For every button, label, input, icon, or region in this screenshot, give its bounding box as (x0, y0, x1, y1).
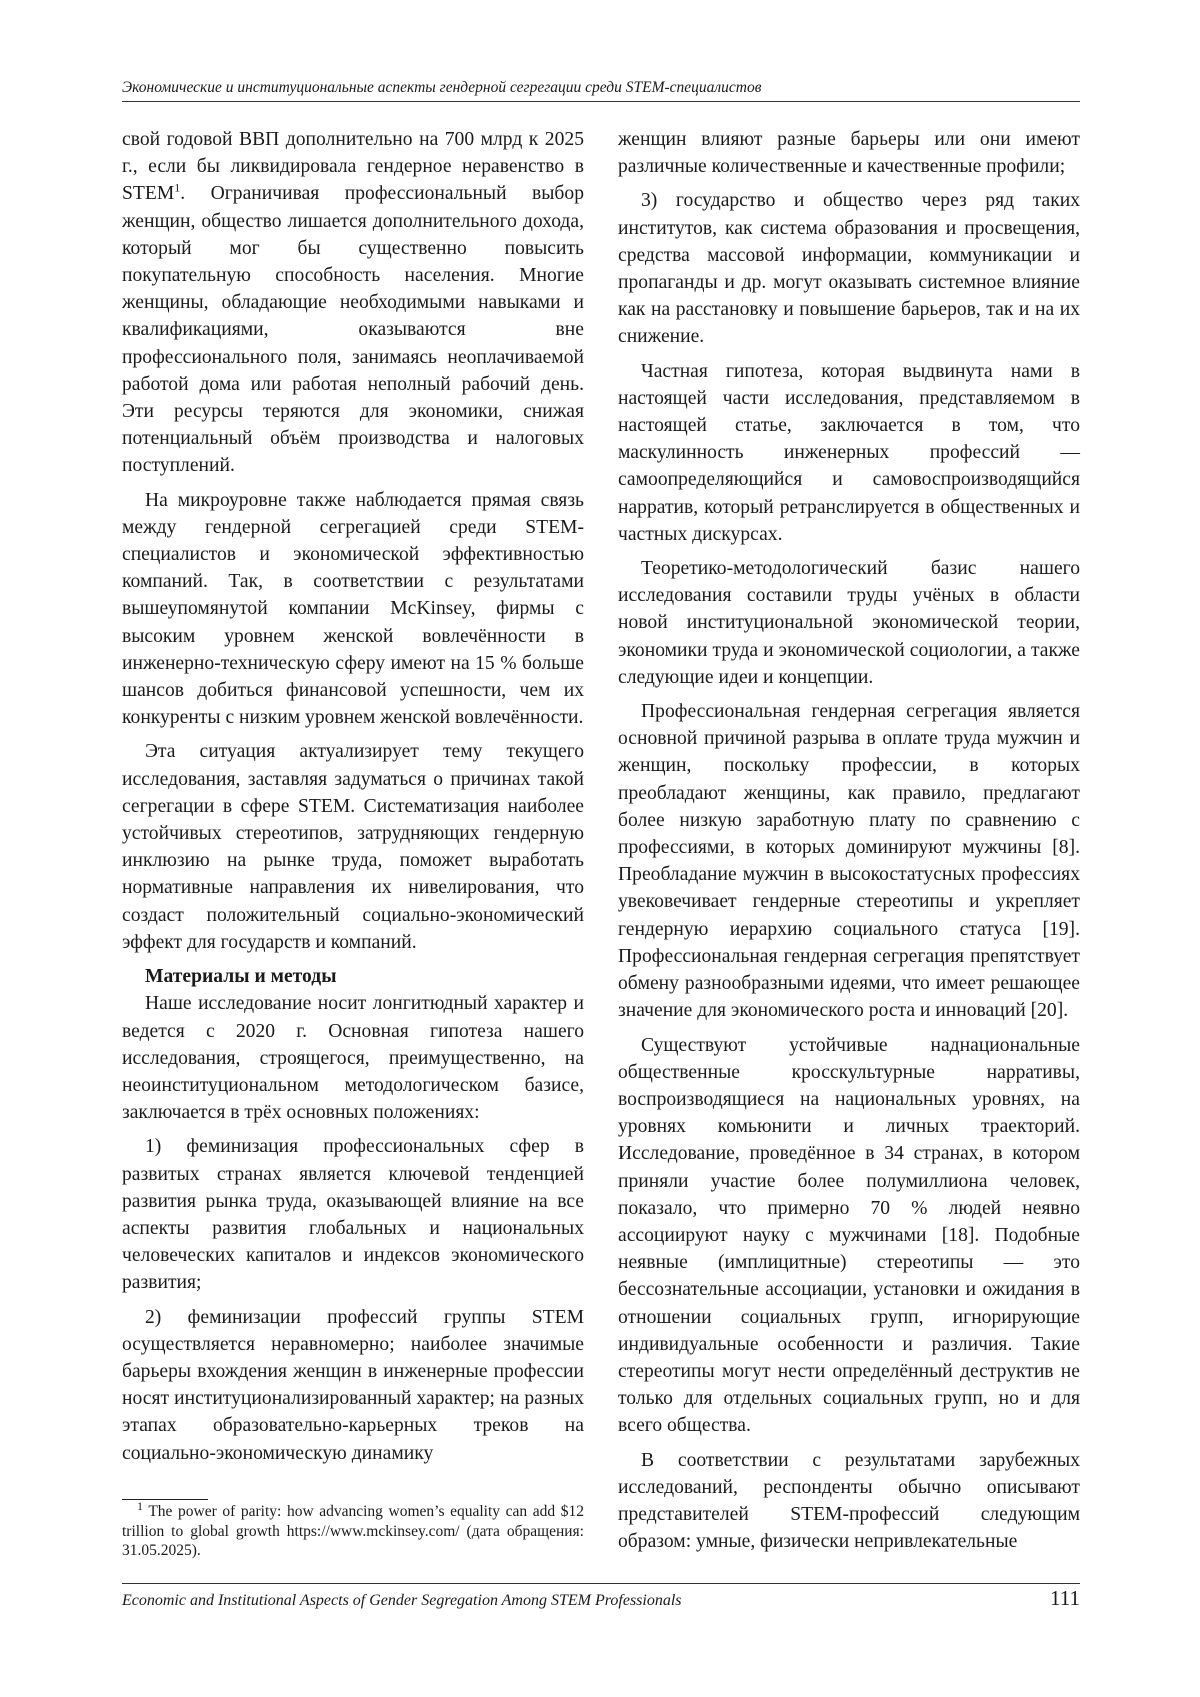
paragraph: В соответствии с результатами зарубежных исследований, респонденты обычно описывают представителей STEM-профессий следующим образом: умные, физически непривлекательные (618, 1449, 1080, 1553)
paragraph: Частная гипотеза, которая выдвинута нами в настоящей части исследования, представляемом в настоящей статье, заключается в том, что маскулинность инженерных профессий — самоопределяющийся и самовоспроизводящийся нарратив, который ретранслируется в общественных и частных дискурсах. (618, 360, 1080, 545)
list-item: 3) государство и общество через ряд таких институтов, как система образования и просвещения, средства массовой информации, коммуникации и пропаганды и др. могут оказывать системное влияние как на расстановку и повышение барьеров, так и на их снижение. (618, 190, 1080, 348)
footnote-line (122, 1498, 584, 1561)
paragraph: Наше исследование носит лонгитюдный характер и ведется с 2020 г. Основная гипотеза нашего исследования, строящегося, преимущественно, на неоинституциональном методологическом базисе, заключается в трёх основных положениях: (122, 993, 584, 1124)
paragraph-text: . Ограничивая профессиональный выбор женщин, общество лишается дополнительного дохода, который мог бы существенно повысить покупательную способность населения. Многие женщины, обладающие необходимыми навыками и квалификациями, оказываются вне профессионального поля, занимаясь неоплачиваемой работой дома или работая неполный рабочий день. Эти ресурсы теряются для экономики, снижая потенциальный объём производства и налоговых поступлений. (122, 183, 584, 477)
footnote (122, 1498, 584, 1561)
paragraph: женщин влияют разные барьеры или они имеют различные количественные и качественные профили; (618, 129, 1080, 178)
running-header: Экономические и институциональные аспекты гендерной сегрегации среди STEM-специалистов (122, 78, 1080, 102)
paragraph: Эта ситуация актуализирует тему текущего исследования, заставляя задуматься о причинах такой сегрегации в сфере STEM. Систематизация наиболее устойчивых стереотипов, затрудняющих гендерную инклюзию на рынке труда, поможет выработать нормативные направления их нивелирования, что создаст положительный социально-экономический эффект для государств и компаний. (122, 741, 584, 953)
right-column (618, 126, 1080, 1562)
paragraph: Существуют устойчивые наднациональные общественные кросскультурные нарративы, воспроизводящиеся на национальных уровнях, на уровнях комьюнити и личных траекторий. Исследование, проведённое в 34 странах, в котором приняли участие более полумиллиона человек, показало, что примерно 70 % людей неявно ассоциируют науку с мужчинами [18]. Подобные неявные (имплицитные) стереотипы — это бессознательные ассоциации, установки и ожидания в отношении социальных групп, игнорирующие индивидуальные особенности и различия. Такие стереотипы могут нести определённый деструктив не только для отдельных социальных групп, но и для всего общества. (618, 1034, 1080, 1437)
paragraph: Профессиональная гендерная сегрегация является основной причиной разрыва в оплате труда мужчин и женщин, поскольку профессии, в которых преобладают женщины, как правило, предлагают более низкую заработную плату по сравнению с профессиями, в которых доминируют мужчины [8]. Преобладание мужчин в высокостатусных профессиях увековечивает гендерные стереотипы и укрепляет гендерную иерархию социального статуса [19]. Профессиональная гендерная сегрегация препятствует обмену разнообразными идеями, что имеет решающее значение для экономического роста и инноваций [20]. (618, 701, 1080, 1022)
section-heading: Материалы и методы (145, 966, 337, 988)
paragraph (122, 126, 584, 480)
list-item: 2) феминизации профессий группы STEM осуществляется неравномерно; наиболее значимые барьеры вхождения женщин в инженерные профессии носят институционализированный характер; на разных этапах образовательно-карьерных треков на социально-экономическую динамику (122, 1306, 584, 1464)
list-item: 1) феминизация профессиональных сфер в развитых странах является ключевой тенденцией развития рынка труда, оказывающей влияние на все аспекты развития глобальных и национальных человеческих капиталов и индексов экономического развития; (122, 1136, 584, 1294)
paragraph: На микроуровне также наблюдается прямая связь между гендерной сегрегацией среди STEM-специалистов и экономической эффективностью компаний. Так, в соответствии с результатами вышеупомянутой компании McKinsey, фирмы с высоким уровнем женской вовлечённости в инженерно-техническую сферу имеют на 15 % больше шансов добиться финансовой успешности, чем их конкуренты с низким уровнем женской вовлечённости. (122, 489, 584, 729)
paragraph-text: свой годовой ВВП дополнительно на 700 млрд к 2025 г., если бы ликвидировала гендерное неравенство в STEM (122, 129, 584, 205)
left-column (122, 126, 584, 1474)
footer-divider (122, 1583, 1080, 1584)
footnote-ref[interactable]: 1 (174, 180, 181, 195)
running-footer: Economic and Institutional Aspects of Gender Segregation Among STEM Professionals (122, 1592, 682, 1609)
paragraph: Теоретико-методологический базис нашего исследования составили труды учёных в области новой институциональной экономической теории, экономики труда и экономической социологии, а также следующие идеи и концепции. (618, 558, 1080, 688)
footnote-marker: 1 (137, 1498, 143, 1513)
page-number: 111 (1050, 1586, 1080, 1610)
footnote-text: The power of parity: how advancing women’s equality can add $12 trillion to global growth https://www.mckinsey.com/ (дата обращения: 31.05.2025). (122, 1503, 584, 1559)
footnote-divider (122, 1499, 208, 1500)
